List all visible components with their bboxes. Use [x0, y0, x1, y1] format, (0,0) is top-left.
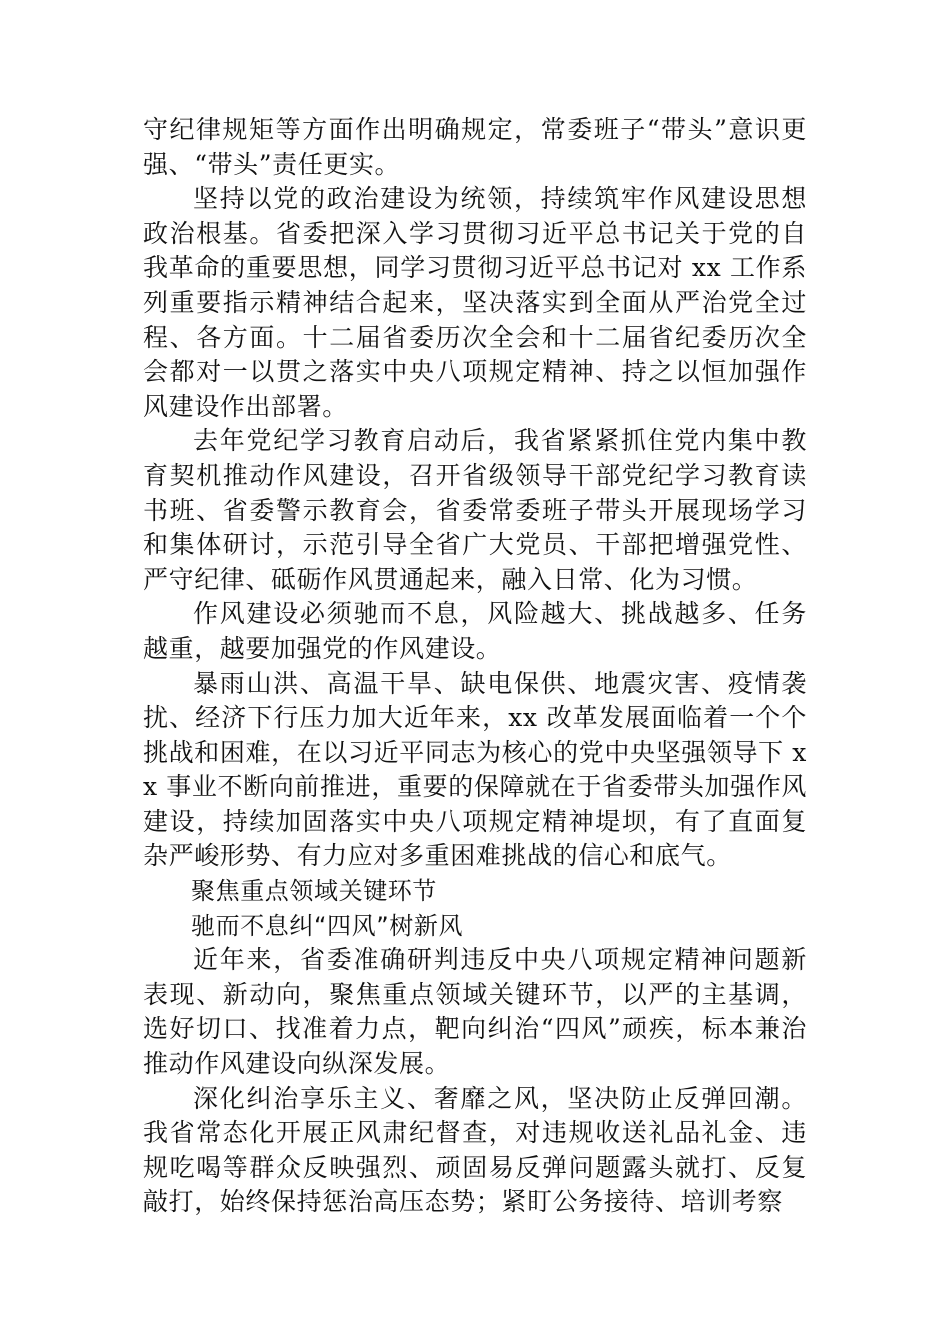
- paragraph-continuation: 守纪律规矩等方面作出明确规定，常委班子“带头”意识更强、“带头”责任更实。: [143, 115, 807, 179]
- paragraph: 深化纠治享乐主义、奢靡之风，坚决防止反弹回潮。我省常态化开展正风肃纪督查，对违规收送礼品礼金、违规吃喝等群众反映强烈、顽固易反弹问题露头就打、反复敲打，始终保持惩治高压态势；紧盯公务接待、培训考察: [143, 1083, 807, 1217]
- section-heading: 聚焦重点领域关键环节: [191, 877, 437, 906]
- paragraph: 作风建设必须驰而不息，风险越大、挑战越多、任务越重，越要加强党的作风建设。: [143, 599, 807, 663]
- paragraph: 近年来，省委准确研判违反中央八项规定精神问题新表现、新动向，聚焦重点领域关键环节，以严的主基调，选好切口、找准着力点，靶向纠治“四风”顽疾，标本兼治推动作风建设向纵深发展。: [143, 945, 807, 1079]
- paragraph: 坚持以党的政治建设为统领，持续筑牢作风建设思想政治根基。省委把深入学习贯彻习近平总书记关于党的自我革命的重要思想，同学习贯彻习近平总书记对 xx 工作系列重要指示精神结合起来，坚决落实到全面从严治党全过程、各方面。十二届省委历次全会和十二届省纪委历次全会都对一以贯之落实中央八项规定精神、持之以恒加强作风建设作出部署。: [143, 184, 807, 421]
- paragraph: 去年党纪学习教育启动后，我省紧紧抓住党内集中教育契机推动作风建设，召开省级领导干部党纪学习教育读书班、省委警示教育会，省委常委班子带头开展现场学习和集体研讨，示范引导全省广大党员、干部把增强党性、严守纪律、砥砺作风贯通起来，融入日常、化为习惯。: [143, 426, 807, 594]
- document-body: [143, 113, 807, 1220]
- section-subheading: 驰而不息纠“四风”树新风: [191, 911, 464, 940]
- paragraph: 暴雨山洪、高温干旱、缺电保供、地震灾害、疫情袭扰、经济下行压力加大近年来，xx 改革发展面临着一个个挑战和困难，在以习近平同志为核心的党中央坚强领导下 xx 事业不断向前推进，重要的保障就在于省委带头加强作风建设，持续加固落实中央八项规定精神堤坝，有了直面复杂严峻形势、有力应对多重困难挑战的信心和底气。: [143, 668, 807, 871]
